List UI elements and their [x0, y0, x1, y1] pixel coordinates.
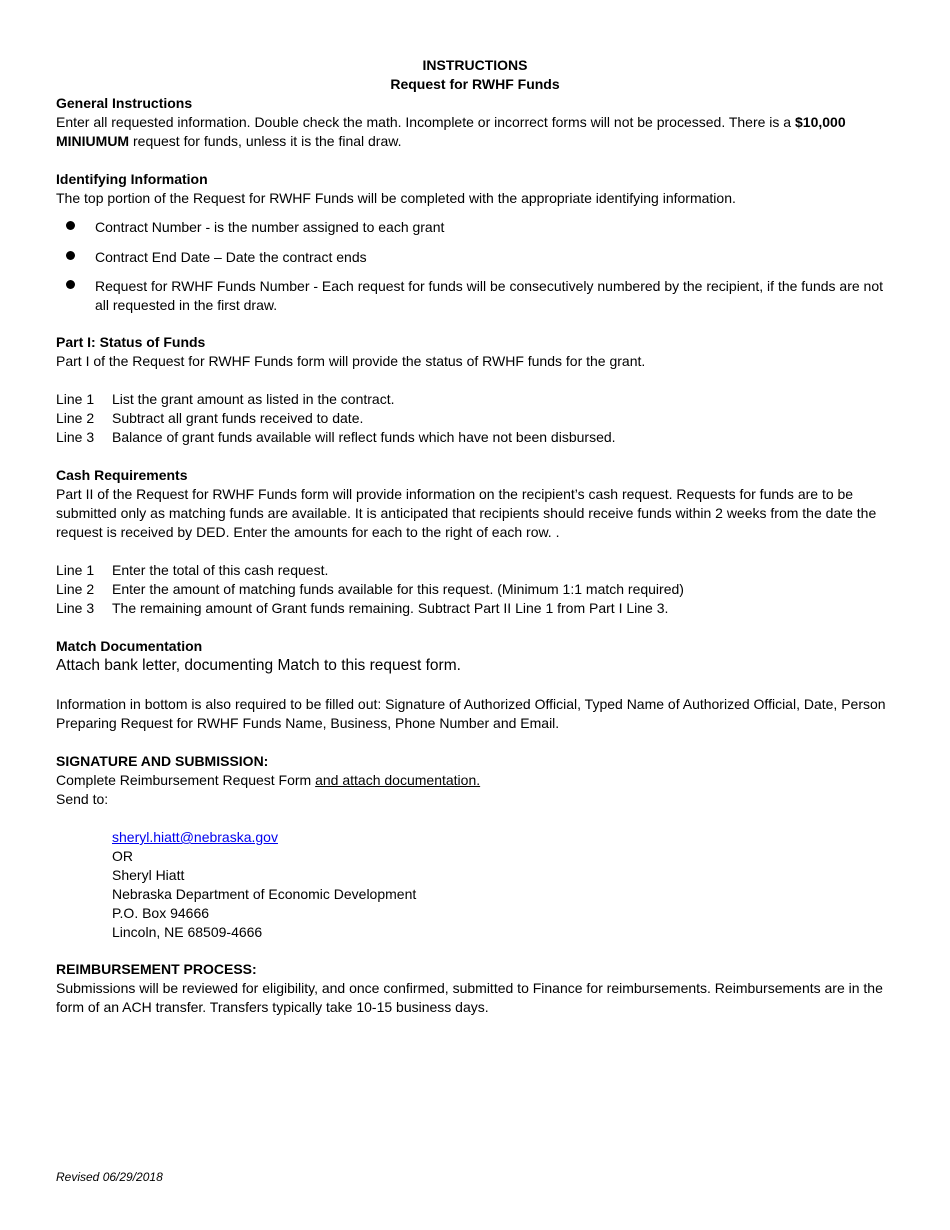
- minimum-label: MINIUMUM: [56, 133, 130, 149]
- list-item: Request for RWHF Funds Number - Each request for funds will be consecutively numbered by the recipient, if the funds are not all requested in the first draw.: [95, 278, 884, 313]
- reimbursement-text: Submissions will be reviewed for eligibility, and once confirmed, submitted to Finance for reimbursements. Reimbursements are in the form of an ACH transfer. Transfers typically take 10-15 business days.: [56, 980, 883, 1015]
- signature-text-part: Complete Reimbursement Request Form: [56, 772, 316, 788]
- match-heading: Match Documentation: [56, 638, 203, 654]
- line-label: Line 2: [56, 410, 95, 426]
- revision-date: Revised 06/29/2018: [56, 1170, 163, 1184]
- bullet-icon: [66, 251, 75, 260]
- line-label: Line 2: [56, 581, 95, 597]
- bullet-icon: [66, 221, 75, 230]
- line-text: Subtract all grant funds received to date.: [112, 410, 364, 426]
- line-text: Balance of grant funds available will reflect funds which have not been disbursed.: [112, 429, 616, 445]
- signature-text-underlined: and attach documentation.: [315, 772, 481, 788]
- page-title: INSTRUCTIONS: [422, 57, 528, 73]
- general-instructions-text: [56, 113, 886, 151]
- line-label: Line 3: [56, 600, 95, 616]
- cash-heading: Cash Requirements: [56, 467, 188, 483]
- contact-name: Sheryl Hiatt: [112, 867, 185, 883]
- part1-heading: Part I: Status of Funds: [56, 334, 206, 350]
- po-box: P.O. Box 94666: [112, 905, 210, 921]
- email-link[interactable]: sheryl.hiatt@nebraska.gov: [112, 829, 278, 845]
- match-text: Attach bank letter, documenting Match to this request form.: [56, 657, 461, 674]
- minimum-amount: $10,000: [795, 114, 846, 130]
- or-label: OR: [112, 848, 133, 864]
- line-text: Enter the amount of matching funds available for this request. (Minimum 1:1 match required): [112, 581, 684, 597]
- bullet-icon: [66, 280, 75, 289]
- line-text: The remaining amount of Grant funds remaining. Subtract Part II Line 1 from Part I Line 3.: [112, 600, 669, 616]
- line-label: Line 1: [56, 391, 95, 407]
- line-text: List the grant amount as listed in the contract.: [112, 391, 395, 407]
- general-text-part-2: request for funds, unless it is the final draw.: [129, 133, 402, 149]
- identifying-heading: Identifying Information: [56, 171, 208, 187]
- part1-intro: Part I of the Request for RWHF Funds form will provide the status of RWHF funds for the grant.: [56, 353, 646, 369]
- line-label: Line 3: [56, 429, 95, 445]
- line-label: Line 1: [56, 562, 95, 578]
- list-item: Contract Number - is the number assigned to each grant: [95, 219, 445, 235]
- general-text-part-1: Enter all requested information. Double check the math. Incomplete or incorrect forms will not be processed. There is a: [56, 114, 795, 130]
- page-subtitle: Request for RWHF Funds: [390, 76, 560, 92]
- department-name: Nebraska Department of Economic Development: [112, 886, 417, 902]
- send-to-label: Send to:: [56, 791, 109, 807]
- signature-text: [56, 771, 886, 790]
- reimbursement-heading: REIMBURSEMENT PROCESS:: [56, 961, 257, 977]
- line-text: Enter the total of this cash request.: [112, 562, 329, 578]
- info-bottom-text: Information in bottom is also required to be filled out: Signature of Authorized Official, Typed Name of Authorized Official, Date, Person Preparing Request for RWHF Funds Name, Business, Phone Number and Email.: [56, 696, 886, 731]
- city-state-zip: Lincoln, NE 68509-4666: [112, 924, 263, 940]
- list-item: Contract End Date – Date the contract ends: [95, 249, 367, 265]
- identifying-intro: The top portion of the Request for RWHF Funds will be completed with the appropriate identifying information.: [56, 190, 736, 206]
- signature-heading: SIGNATURE AND SUBMISSION:: [56, 753, 269, 769]
- cash-intro: Part II of the Request for RWHF Funds form will provide information on the recipient’s cash request. Requests for funds are to be submitted only as matching funds are available. It is anticipated that recipients should receive funds within 2 weeks from the date the request is received by DED. Enter the amounts for each to the right of each row. .: [56, 486, 877, 540]
- general-instructions-heading: General Instructions: [56, 95, 193, 111]
